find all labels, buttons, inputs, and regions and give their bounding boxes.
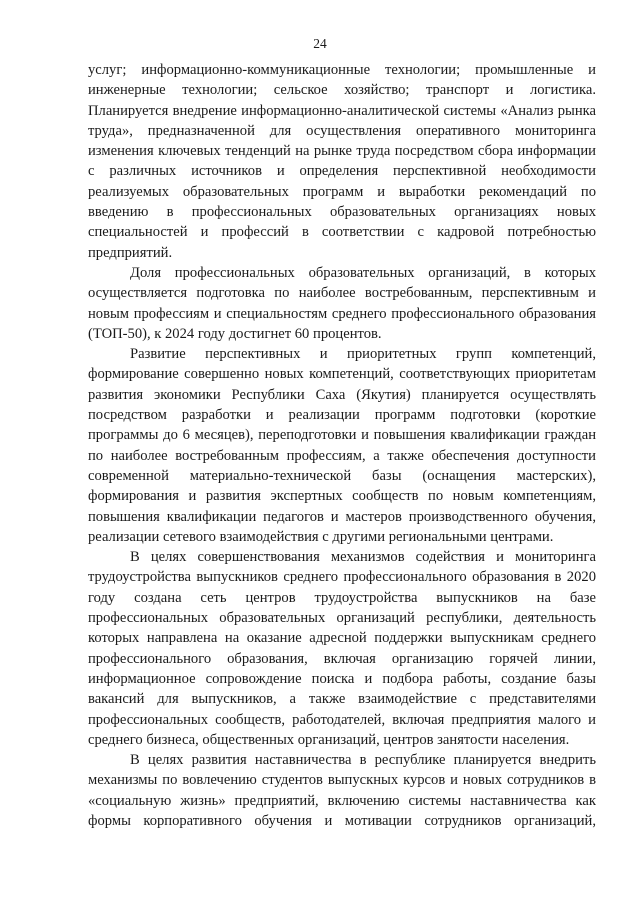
paragraph-share-of-organizations: Доля профессиональных образовательных организаций, в которых осуществляется подготовка по наиболее востребованным, перспективным и новым профессиям и специальностям среднего профессионального образования (ТОП-50), к 2024 году достигнет 60 процентов. bbox=[88, 264, 596, 342]
document-body bbox=[88, 60, 596, 831]
paragraph-continuation: услуг; информационно-коммуникационные технологии; промышленные и инженерные технологии; сельское хозяйство; транспорт и логистика. Планируется внедрение информационно-аналитической системы «Анализ рынка труда», предназначенной для осуществления оперативного мониторинга изменения ключевых тенденций на рынке труда посредством сбора информации с различных источников и определения перспективной необходимости реализуемых образовательных программ и выработки рекомендаций по введению в профессиональных образовательных организациях новых специальностей и профессий в соответствии с кадровой потребностью предприятий. bbox=[88, 62, 596, 261]
paragraph-employment-centers: В целях совершенствования механизмов содействия и мониторинга трудоустройства выпускников среднего профессионального образования в 2020 году создана сеть центров трудоустройства выпускников на базе профессиональных образовательных организаций республики, деятельность которых направлена на оказание адресной поддержки выпускникам среднего профессионального образования, включая организацию горячей линии, информационное сопровождение поиска и подбора работы, создание базы вакансий для выпускников, а также взаимодействие с представителями профессиональных сообществ, работодателей, включая предприятия малого и среднего бизнеса, общественных организаций, центров занятости населения. bbox=[88, 549, 596, 748]
paragraph-competencies-development: Развитие перспективных и приоритетных групп компетенций, формирование совершенно новых компетенций, соответствующих приоритетам развития экономики Республики Саха (Якутия) планируется осуществлять посредством разработки и реализации программ подготовки (короткие программы до 6 месяцев), переподготовки и повышения квалификации граждан по наиболее востребованным профессиям, а также обеспечения доступности современной материально-технической базы (оснащения мастерских), формирования и развития экспертных сообществ по новым компетенциям, повышения квалификации педагогов и мастеров производственного обучения, реализации сетевого взаимодействия с другими региональными центрами. bbox=[88, 346, 596, 545]
paragraph-mentorship: В целях развития наставничества в республике планируется внедрить механизмы по вовлечению студентов выпускных курсов и новых сотрудников в «социальную жизнь» предприятий, включению системы наставничества как формы корпоративного обучения и мотивации сотрудников организаций, bbox=[88, 752, 596, 829]
page-number: 24 bbox=[313, 36, 327, 51]
